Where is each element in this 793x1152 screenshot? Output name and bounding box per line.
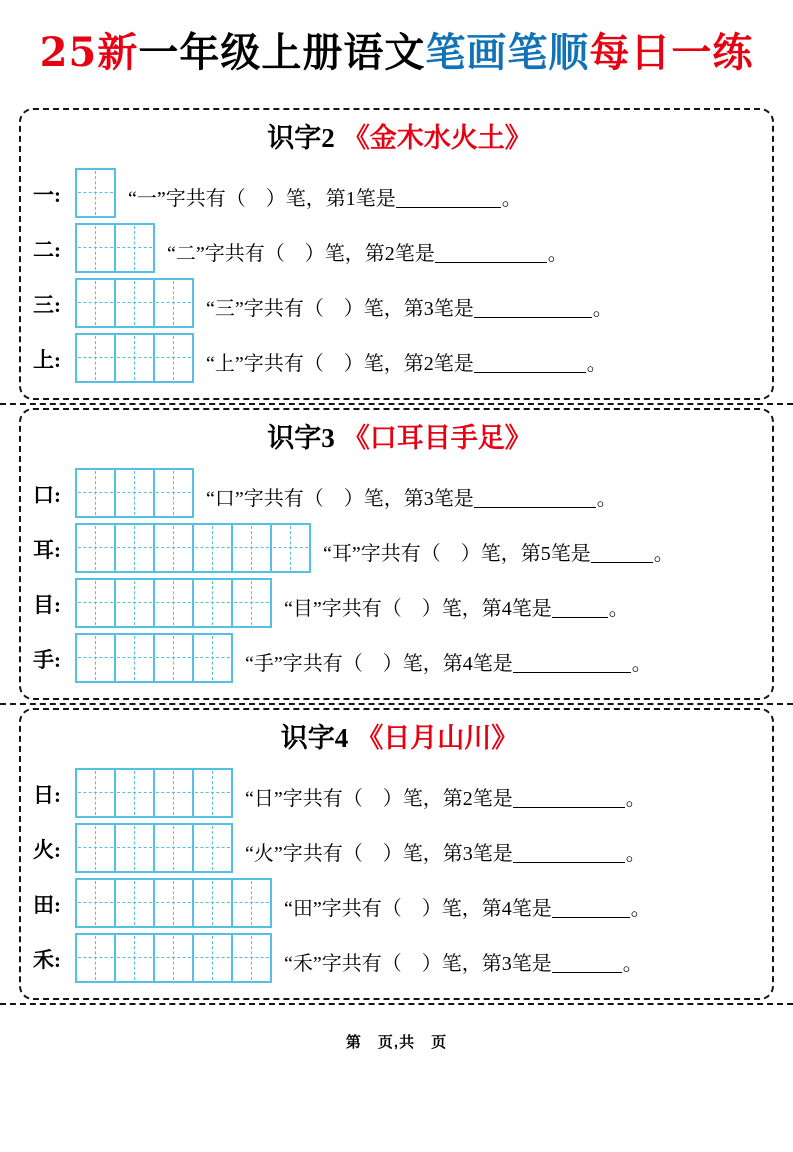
question-period: 。 (501, 188, 522, 211)
question-text: “目”字共有（ ）笔，第4笔是 (284, 598, 552, 621)
tianzige-cell (153, 768, 194, 818)
tianzige-grid (75, 933, 272, 983)
question-text: “三”字共有（ ）笔，第3笔是 (206, 298, 474, 321)
practice-row (33, 223, 766, 273)
tianzige-cell (75, 878, 116, 928)
title-part-edition: 25新 (39, 29, 139, 76)
tianzige-grid (75, 768, 233, 818)
tianzige-cell (75, 768, 116, 818)
answer-blank (513, 807, 625, 808)
tianzige-cell (114, 278, 155, 328)
question-text: “口”字共有（ ）笔，第3笔是 (206, 488, 474, 511)
tianzige-grid (75, 633, 233, 683)
question-text: “上”字共有（ ）笔，第2笔是 (206, 353, 474, 376)
tianzige-cell (153, 578, 194, 628)
row-character-label: 二: (33, 238, 61, 263)
tianzige-cell (75, 578, 116, 628)
tianzige-cell (153, 823, 194, 873)
practice-row (33, 878, 766, 928)
rows-container (33, 468, 766, 683)
worksheet-page (0, 30, 793, 1152)
tianzige-cell (114, 768, 155, 818)
tianzige-cell (192, 823, 233, 873)
tianzige-cell (75, 633, 116, 683)
tianzige-cell (231, 578, 272, 628)
answer-blank (474, 507, 596, 508)
section-title-book: 《口耳目手足》 (342, 423, 532, 453)
tianzige-cell (270, 523, 311, 573)
section-title (33, 422, 766, 454)
page-title (10, 30, 783, 76)
cards-area (0, 108, 793, 1005)
question-text: “一”字共有（ ）笔，第1笔是 (128, 188, 396, 211)
practice-row (33, 523, 766, 573)
question-text: “日”字共有（ ）笔，第2笔是 (245, 788, 513, 811)
tianzige-grid (75, 468, 194, 518)
section-title-prefix: 识字4 (280, 723, 349, 753)
answer-blank (513, 862, 625, 863)
tianzige-grid (75, 878, 272, 928)
tianzige-grid (75, 333, 194, 383)
question-text: “火”字共有（ ）笔，第3笔是 (245, 843, 513, 866)
tianzige-cell (75, 278, 116, 328)
row-character-label: 火: (33, 838, 61, 863)
row-character-label: 三: (33, 293, 61, 318)
answer-blank (474, 372, 586, 373)
tianzige-cell (114, 578, 155, 628)
question-text: “耳”字共有（ ）笔，第5笔是 (323, 543, 591, 566)
row-character-label: 田: (33, 893, 61, 918)
question-period: 。 (547, 243, 568, 266)
tianzige-grid (75, 278, 194, 328)
tianzige-cell (153, 468, 194, 518)
row-character-label: 耳: (33, 538, 61, 563)
tianzige-cell (153, 878, 194, 928)
tianzige-cell (75, 223, 116, 273)
question-text: “手”字共有（ ）笔，第4笔是 (245, 653, 513, 676)
tianzige-cell (114, 468, 155, 518)
tianzige-cell (75, 823, 116, 873)
tianzige-grid (75, 578, 272, 628)
question-period: 。 (625, 843, 646, 866)
answer-blank (552, 617, 608, 618)
section-title (33, 722, 766, 754)
tianzige-cell (231, 878, 272, 928)
answer-blank (396, 207, 501, 208)
row-character-label: 一: (33, 183, 61, 208)
tianzige-cell (114, 333, 155, 383)
section-title-prefix: 识字2 (267, 123, 335, 153)
question-text: “禾”字共有（ ）笔，第3笔是 (284, 953, 552, 976)
question-period: 。 (653, 543, 674, 566)
section-title (33, 122, 766, 154)
page-footer: 第 页,共 页 (345, 1034, 448, 1051)
question-text: “二”字共有（ ）笔，第2笔是 (167, 243, 435, 266)
card-divider (0, 403, 793, 405)
row-character-label: 日: (33, 783, 61, 808)
tianzige-cell (75, 933, 116, 983)
row-character-label: 手: (33, 648, 61, 673)
card-divider (0, 703, 793, 705)
answer-blank (591, 562, 653, 563)
row-character-label: 禾: (33, 948, 61, 973)
tianzige-cell (114, 523, 155, 573)
question-period: 。 (608, 598, 629, 621)
title-part-topic: 笔画笔顺 (425, 29, 590, 76)
section-title-prefix: 识字3 (267, 423, 335, 453)
tianzige-cell (75, 333, 116, 383)
row-character-label: 上: (33, 348, 61, 373)
tianzige-grid (75, 523, 311, 573)
rows-container (33, 168, 766, 383)
tianzige-cell (192, 633, 233, 683)
section-title-book: 《日月山川》 (356, 723, 519, 753)
tianzige-cell (153, 523, 194, 573)
answer-blank (513, 672, 631, 673)
tianzige-grid (75, 168, 116, 218)
row-character-label: 目: (33, 593, 61, 618)
question-period: 。 (622, 953, 643, 976)
card-divider (0, 1003, 793, 1005)
tianzige-cell (192, 933, 233, 983)
tianzige-cell (192, 878, 233, 928)
practice-row (33, 468, 766, 518)
title-part-grade: 一年级上册语文 (138, 29, 426, 76)
section-title-book: 《金木水火土》 (342, 123, 532, 153)
tianzige-cell (192, 523, 233, 573)
practice-row (33, 768, 766, 818)
lesson-card (19, 708, 774, 1000)
tianzige-grid (75, 823, 233, 873)
lesson-card (19, 408, 774, 700)
question-period: 。 (631, 653, 652, 676)
practice-row (33, 823, 766, 873)
tianzige-cell (114, 823, 155, 873)
question-period: 。 (625, 788, 646, 811)
tianzige-cell (114, 933, 155, 983)
tianzige-cell (114, 633, 155, 683)
answer-blank (435, 262, 547, 263)
tianzige-cell (153, 333, 194, 383)
tianzige-cell (192, 578, 233, 628)
answer-blank (552, 917, 630, 918)
tianzige-cell (75, 168, 116, 218)
question-period: 。 (586, 353, 607, 376)
title-part-practice: 每日一练 (589, 29, 754, 76)
tianzige-cell (153, 933, 194, 983)
practice-row (33, 168, 766, 218)
tianzige-cell (114, 878, 155, 928)
question-period: 。 (592, 298, 613, 321)
tianzige-cell (231, 933, 272, 983)
tianzige-grid (75, 223, 155, 273)
answer-blank (474, 317, 592, 318)
tianzige-cell (153, 278, 194, 328)
lesson-card (19, 108, 774, 400)
answer-blank (552, 972, 622, 973)
practice-row (33, 633, 766, 683)
tianzige-cell (153, 633, 194, 683)
tianzige-cell (75, 523, 116, 573)
practice-row (33, 333, 766, 383)
row-character-label: 口: (33, 483, 61, 508)
practice-row (33, 278, 766, 328)
question-period: 。 (630, 898, 651, 921)
question-text: “田”字共有（ ）笔，第4笔是 (284, 898, 552, 921)
practice-row (33, 578, 766, 628)
tianzige-cell (192, 768, 233, 818)
tianzige-cell (114, 223, 155, 273)
tianzige-cell (231, 523, 272, 573)
practice-row (33, 933, 766, 983)
tianzige-cell (75, 468, 116, 518)
rows-container (33, 768, 766, 983)
question-period: 。 (596, 488, 617, 511)
